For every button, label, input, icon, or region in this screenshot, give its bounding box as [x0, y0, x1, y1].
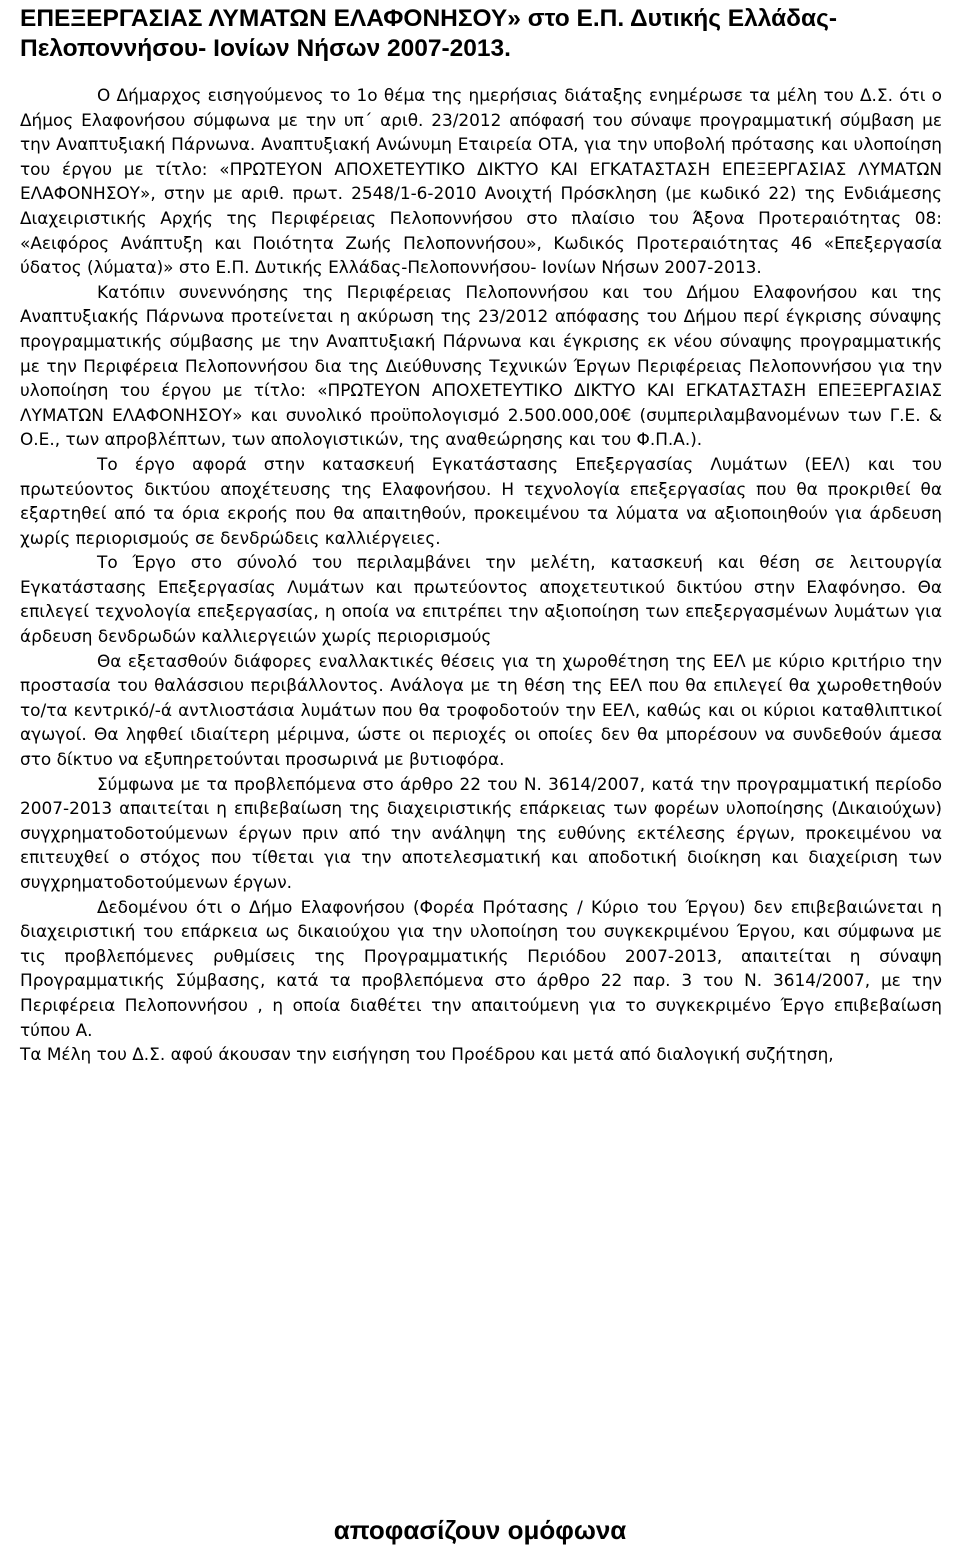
paragraph-council-discussion: Τα Μέλη του Δ.Σ. αφού άκουσαν την εισήγηση του Προέδρου και μετά από διαλογική συζήτηση,: [20, 1044, 834, 1065]
paragraph-project-scope: Το έργο αφορά στην κατασκευή Εγκατάστασης Επεξεργασίας Λυμάτων (ΕΕΛ) και του πρωτεύοντος δικτύου αποχέτευσης της Ελαφονήσου. Η τεχνολογία επεξεργασίας που θα προκριθεί θα εξαρτηθεί από τα όρια εκροής που θα απαιτηθούν, προκειμένου τα λύματα να αξιοποιηθούν για άρδευση χωρίς περιορισμούς σε δενδρώδεις καλλιέργειες.: [20, 453, 942, 548]
heading-line-1: ΕΠΕΞΕΡΓΑΣΙΑΣ ΛΥΜΑΤΩΝ ΕΛΑΦΟΝΗΣΟΥ» στο Ε.Π. Δυτικής Ελλάδας-: [20, 5, 837, 32]
heading-line-2: Πελοποννήσου- Ιονίων Νήσων 2007-2013.: [20, 35, 511, 62]
paragraph-project-total: Το Έργο στο σύνολό του περιλαμβάνει την μελέτη, κατασκευή και θέση σε λειτουργία Εγκατάστασης Επεξεργασίας Λυμάτων και πρωτεύοντος αποχετευτικού δικτύου στην Ελαφόνησο. Θα επιλεγεί τεχνολογία επεξεργασίας, η οποία να επιτρέπει την αξιοποίηση των επεξεργασμένων λυμάτων για άρδευση δενδρωδών καλλιεργειών χωρίς περιορισμούς: [20, 552, 942, 647]
document-page: [20, 4, 942, 1067]
document-heading: [20, 4, 942, 64]
paragraph-capacity: Δεδομένου ότι ο Δήμο Ελαφονήσου (Φορέα Πρότασης / Κύριο του Έργου) δεν επιβεβαιώνεται η διαχειριστική του επάρκεια ως δικαιούχου για την υλοποίηση του συγκεκριμένου Έργου, και σύμφωνα με τις προβλεπόμενες ρυθμίσεις της Προγραμματικής Περιόδου 2007-2013, απαιτείται η σύναψη Προγραμματικής Σύμβασης, κατά τα προβλεπόμενα στο άρθρο 22 παρ. 3 του Ν. 3614/2007, με την Περιφέρεια Πελοποννήσου , η οποία διαθέτει την απαιτούμενη για το συγκεκριμένο Έργο επιβεβαίωση τύπου Α.: [20, 896, 942, 1040]
paragraph-site-selection: Θα εξετασθούν διάφορες εναλλακτικές θέσεις για τη χωροθέτηση της ΕΕΛ με κύριο κριτήριο την προστασία του θαλάσσιου περιβάλλοντος. Ανάλογα με τη θέση της ΕΕΛ που θα επιλεγεί θα χωροθετηθούν το/τα κεντρικό/-ά αντλιοστάσια λυμάτων που θα τροφοδοτούν την ΕΕΛ, καθώς και οι κύριοι καταθλιπτικοί αγωγοί. Θα ληφθεί ιδιαίτερη μέριμνα, ώστε οι περιοχές οι οποίες δεν θα μπορέσουν να συνδεθούν άμεσα στο δίκτυο να εξυπηρετούνται προσωρινά με βυτιοφόρα.: [20, 650, 942, 770]
decision-heading: αποφασίζουν ομόφωνα: [333, 1515, 627, 1545]
paragraph-mayor-report: Ο Δήμαρχος εισηγούμενος το 1ο θέμα της ημερήσιας διάταξης ενημέρωσε τα μέλη του Δ.Σ. ότι ο Δήμος Ελαφονήσου σύμφωνα με την υπ΄ αριθ. 23/2012 απόφασή του σύναψε προγραμματική σύμβαση με την Αναπτυξιακή Πάρνωνα. Αναπτυξιακή Ανώνυμη Εταιρεία ΟΤΑ, για την υποβολή πρότασης και υλοποίηση του έργου με τίτλο: «ΠΡΩΤΕΥΟΝ ΑΠΟΧΕΤΕΥΤΙΚΟ ΔΙΚΤΥΟ ΚΑΙ ΕΓΚΑΤΑΣΤΑΣΗ ΕΠΕΞΕΡΓΑΣΙΑΣ ΛΥΜΑΤΩΝ ΕΛΑΦΟΝΗΣΟΥ», στην με αριθ. πρωτ. 2548/1-6-2010 Ανοιχτή Πρόσκληση (με κωδικό 22) της Ενδιάμεσης Διαχειριστικής Αρχής της Περιφέρειας Πελοποννήσου στο πλαίσιο του Άξονα Προτεραιότητας 08: «Αειφόρος Ανάπτυξη και Ποιότητα Ζωής Πελοποννήσου», Κωδικός Προτεραιότητας 46 «Επεξεργασία ύδατος (λύματα)» στο Ε.Π. Δυτικής Ελλάδας-Πελοποννήσου- Ιονίων Νήσων 2007-2013.: [20, 85, 942, 278]
paragraph-legal-basis: Σύμφωνα με τα προβλεπόμενα στο άρθρο 22 του Ν. 3614/2007, κατά την προγραμματική περίοδο 2007-2013 απαιτείται η επιβεβαίωση της διαχειριστικής επάρκειας των φορέων υλοποίησης (Δικαιούχων) συγχρηματοδοτούμενων έργων πριν από την ανάληψη της ευθύνης εκτέλεσης έργων, προκειμένου να επιτευχθεί ο στόχος που τίθεται για την αποτελεσματική και αποδοτική διοίκηση και διαχείριση των συγχρηματοδοτούμενων έργων.: [20, 773, 942, 892]
paragraph-proposal: Κατόπιν συνεννόησης της Περιφέρειας Πελοποννήσου και του Δήμου Ελαφονήσου και της Αναπτυξιακής Πάρνωνα προτείνεται η ακύρωση της 23/2012 απόφασης του Δήμου περί έγκρισης σύναψης προγραμματικής σύμβασης με την Αναπτυξιακή Πάρνωνα και έγκρισης εκ νέου σύναψης προγραμματικής με την Περιφέρεια Πελοποννήσου δια της Διεύθυνσης Τεχνικών Έργων Περιφέρειας Πελοποννήσου για την υλοποίηση του έργου με τίτλο: «ΠΡΩΤΕΥΟΝ ΑΠΟΧΕΤΕΥΤΙΚΟ ΔΙΚΤΥΟ ΚΑΙ ΕΓΚΑΤΑΣΤΑΣΗ ΕΠΕΞΕΡΓΑΣΙΑΣ ΛΥΜΑΤΩΝ ΕΛΑΦΟΝΗΣΟΥ» και συνολικό προϋπολογισμό 2.500.000,00€ (συμπεριλαμβανομένων των Γ.Ε. & Ο.Ε., των απροβλέπτων, των απολογιστικών, της αναθεώρησης και του Φ.Π.Α.).: [20, 281, 942, 450]
document-body: [20, 83, 942, 1067]
